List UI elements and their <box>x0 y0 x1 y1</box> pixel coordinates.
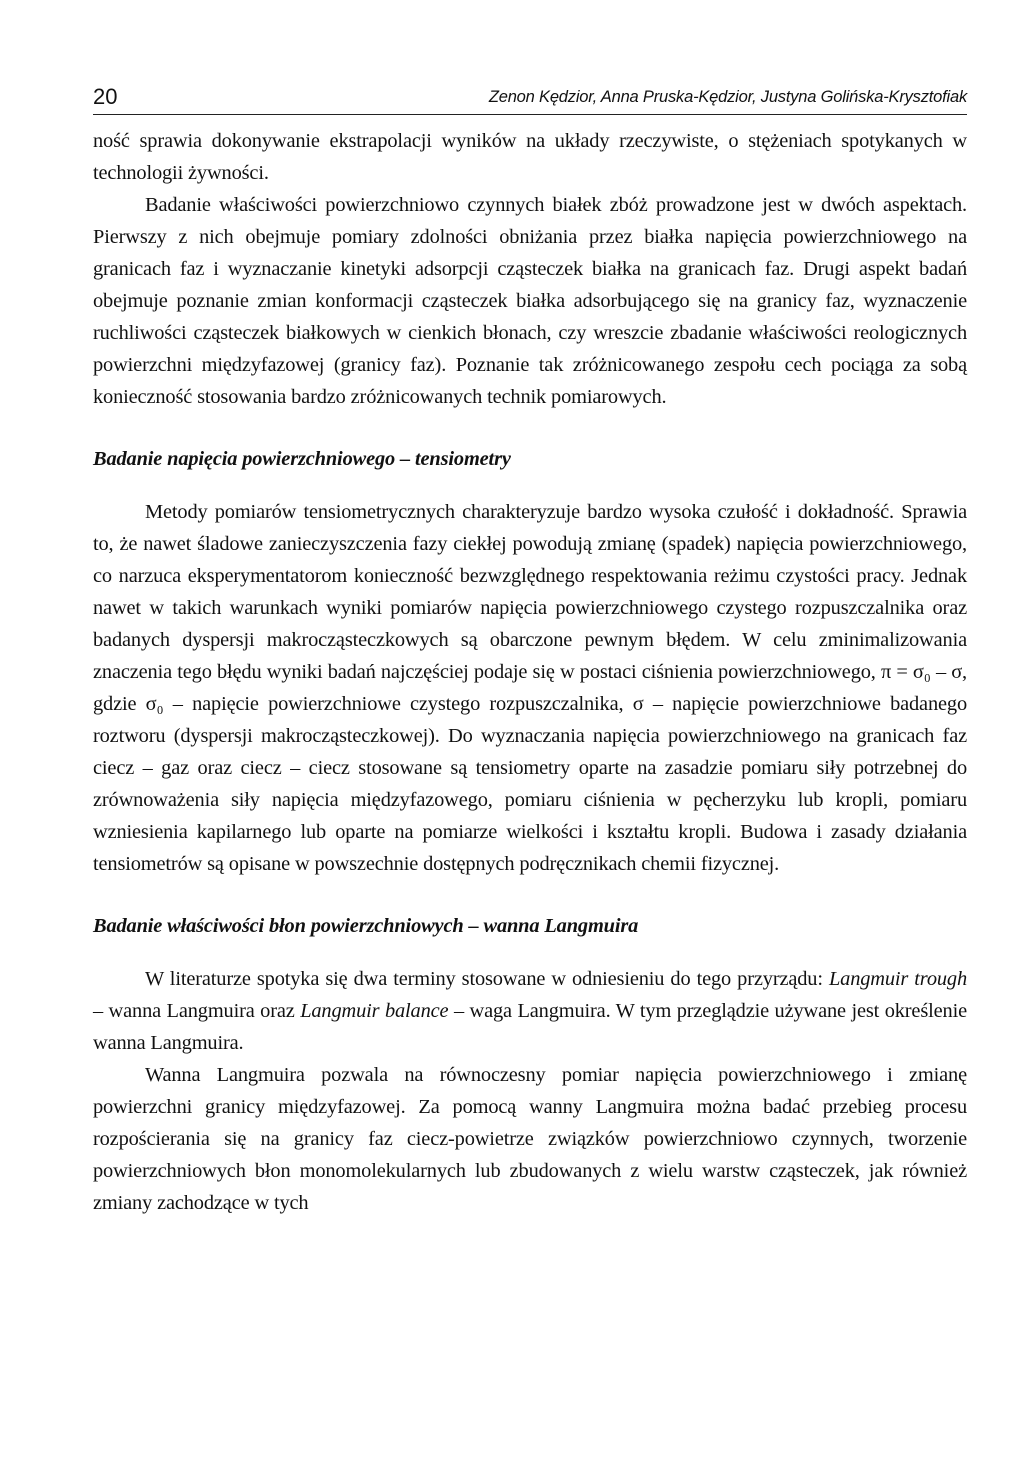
text-span: – wanna Langmuira oraz <box>93 1000 301 1022</box>
paragraph-aspects: Badanie właściwości powierzchniowo czynnych białek zbóż prowadzone jest w dwóch aspektach. Pierwszy z nich obejmuje pomiary zdolności obniżania przez białka napięcia powierzchniowego na granicach faz i wyznaczanie kinetyki adsorpcji cząsteczek białka na granicach faz. Drugi aspekt badań obejmuje poznanie zmian konformacji cząsteczek białka adsorbującego się na granicy faz, wyznaczenie ruchliwości cząsteczek białkowych w cienkich błonach, czy wreszcie zbadanie właściwości reologicznych powierzchni międzyfazowej (granicy faz). Poznanie tak zróżnicowanego zespołu cech pociąga za sobą konieczność stosowania bardzo zróżnicowanych technik pomiarowych. <box>93 194 967 408</box>
term-langmuir-trough: Langmuir trough <box>828 968 968 990</box>
paragraph-continuation: ność sprawia dokonywanie ekstrapolacji wyników na układy rzeczywiste, o stężeniach spotykanych w technologii żywności. <box>93 130 967 184</box>
document-page <box>93 78 967 1219</box>
paragraph-langmuir-uses: Wanna Langmuira pozwala na równoczesny pomiar napięcia powierzchniowego i zmianę powierzchni granicy międzyfazowej. Za pomocą wanny Langmuira można badać przebieg procesu rozpościerania się na granicy faz ciecz-powietrze związków powierzchniowo czynnych, tworzenie powierzchniowych błon monomolekularnych lub zbudowanych z wielu warstw cząsteczek, jak również zmiany zachodzące w tych <box>93 1064 967 1214</box>
running-title-authors: Zenon Kędzior, Anna Pruska-Kędzior, Justyna Golińska-Krysztofiak <box>488 88 967 106</box>
running-header <box>93 78 967 115</box>
section-heading-langmuir: Badanie właściwości błon powierzchniowych – wanna Langmuira <box>93 915 639 937</box>
page-number: 20 <box>93 84 118 109</box>
section-heading-tensiometry: Badanie napięcia powierzchniowego – tensiometry <box>93 448 511 470</box>
term-langmuir-balance: Langmuir balance <box>300 1000 449 1022</box>
paragraph-tensiometry: Metody pomiarów tensiometrycznych charakteryzuje bardzo wysoka czułość i dokładność. Sprawia to, że nawet śladowe zanieczyszczenia fazy ciekłej powodują zmianę (spadek) napięcia powierzchniowego, co narzuca eksperymentatorom konieczność bezwzględnego respektowania reżimu czystości pracy. Jednak nawet w takich warunkach wyniki pomiarów napięcia powierzchniowego czystego rozpuszczalnika oraz badanych dyspersji makrocząsteczkowych są obarczone pewnym błędem. W celu zminimalizowania znaczenia tego błędu wyniki badań najczęściej podaje się w postaci ciśnienia powierzchniowego, π = σ₀ – σ, gdzie σ₀ – napięcie powierzchniowe czystego rozpuszczalnika, σ – napięcie powierzchniowe badanego roztworu (dyspersji makrocząsteczkowej). Do wyznaczania napięcia powierzchniowego na granicach faz ciecz – gaz oraz ciecz – ciecz stosowane są tensiometry oparte na zasadzie pomiaru siły potrzebnej do zrównoważenia siły napięcia międzyfazowego, pomiaru ciśnienia w pęcherzyku lub kropli, pomiaru wzniesienia kapilarnego lub oparte na pomiarze wielkości i kształtu kropli. Budowa i zasady działania tensiometrów są opisane w powszechnie dostępnych podręcznikach chemii fizycznej. <box>93 501 967 875</box>
body-text <box>93 125 967 1219</box>
text-span: W literaturze spotyka się dwa terminy stosowane w odniesieniu do tego przyrządu: <box>145 968 829 990</box>
text-span: – waga Langmuira. W tym przeglądzie używane jest określenie wanna Langmuira. <box>93 1000 967 1054</box>
paragraph-langmuir-terms <box>93 963 967 1059</box>
